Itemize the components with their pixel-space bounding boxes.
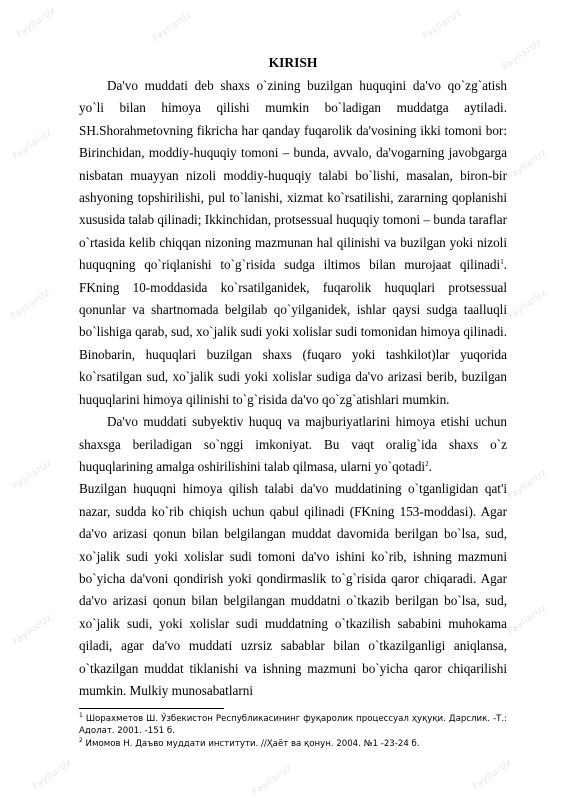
paragraph-text: Da'vo muddati subyektiv huquq va majburiyatlarini himoya etishi uchun shaxsga beriladigan so`nggi imkoniyat. Bu vaqt oralig`ida shaxs o`z huquqlarining amalga oshirilishini talab qilmasa, ularni yo`qotadi <box>79 414 507 474</box>
paragraph-text: . <box>428 458 432 474</box>
watermark: FayllarUz <box>151 9 195 45</box>
watermark: FayllarUz <box>421 7 465 43</box>
paragraph-text: Buzilgan huquqni himoya qilish talabi da'vo muddatining o`tganligidan qat'i nazar, sudda ko`rib chiqish uchun qabul qilinadi (FKning 153-moddasi). Agar da'vo arizasi qonun bilan belgilangan muddat davomida berilgan bo`lsa, sud, xo`jalik sudi yoki xolislar sudi tomoni da'vo ishini ko`rib, ishning mazmuni bo`yicha da'voni qondirish yoki qondirmaslik to`g`risida qaror chiqaradi. Agar da'vo arizasi qonun bilan belgilangan muddatni o`tkazib berilgan bo`lsa, sud, xo`jalik sudi, yoki xolislar sudi muddatning o`tkazilish sababini muhokama qiladi, agar da'vo muddati uzrsiz sabablar bilan o`tkazilganligi aniqlansa, o`tkazilgan muddat tiklanishi va ishning mazmuni bo`yicha qaror chiqarilishi mumkin. Mulkiy munosabatlarni <box>79 481 507 698</box>
footnote-ref[interactable]: 2 <box>425 459 429 468</box>
footnotes <box>79 708 507 752</box>
paragraph-text: Da'vo muddati deb shaxs o`zining buzilgan huquqini da'vo qo`zg`atish yo`li bilan himoya qilishi mumkin bo`ladigan muddatga aytiladi. SH.Shorahmetovning fikricha har qanday fuqarolik da'vosining ikki tomoni bor: Birinchidan, moddiy-huquqiy tomoni – bunda, avvalo, da'vogarning javobgarga nisbatan muayyan nizoli moddiy-huquqiy talabi bo`lishi, masalan, biron-bir ashyoning topshirilishi, pul to`lanishi, xizmat ko`rsatilishi, zararning qoplanishi xususida talab qilinadi; Ikkinchidan, protsessual huquqiy tomoni – bunda taraflar o`rtasida kelib chiqqan nizoning mazmunan hal qilinishi va buzilgan yoki nizoli huquqning qo`riqlanishi to`g`risida sudga iltimos bilan murojaat qilinadi <box>79 78 507 273</box>
page-title: KIRISH <box>268 55 318 70</box>
footnote-ref[interactable]: 1 <box>500 258 504 267</box>
watermark: FayllarUz <box>11 457 55 493</box>
watermark: FayllarUz <box>506 147 550 183</box>
paragraph <box>79 75 507 411</box>
watermark: FayllarUz <box>9 287 53 323</box>
watermark: FayllarUz <box>501 37 545 73</box>
watermark: FayllarUz <box>15 5 59 41</box>
footnote <box>79 713 507 737</box>
footnote-text: Шорахметов Ш. Ўзбекистон Республикасининг фуқаролик процессуал ҳуқуқи. Дарслик. -Т.: Адолат. 2001. -151 б. <box>79 714 507 737</box>
watermark: FayllarUz <box>11 612 55 648</box>
footnote-divider <box>79 708 224 709</box>
paragraph-text: . FKning 10-moddasida ko`rsatilganidek, fuqarolik huquqlari protsessual qonunlar va shartnomada belgilab qo`yilganidek, ishlar qaysi sudga taalluqli bo`lishiga qarab, sud, xo`jalik sudi yoki xolislar sudi tomonidan himoya qilinadi. Binobarin, huquqlari buzilgan shaxs (fuqaro yoki tashkilot)lar yuqorida ko`rsatilgan sud, xo`jalik sudi yoki xolislar sudiga da'vo arizasi berib, buzilgan huquqlarini himoya qilinishi to`g`risida da'vo qo`zg`atishlari mumkin. <box>79 257 507 407</box>
document-body <box>79 54 507 702</box>
footnote-text: Имомов Н. Даъво муддати институти. //Ҳаёт ва қонун. 2004. №1 -23-24 б. <box>82 739 420 750</box>
paragraph <box>79 411 507 478</box>
footnote-number: 2 <box>79 737 83 745</box>
footnote <box>79 738 507 750</box>
footnote-number: 1 <box>79 712 83 719</box>
watermark: FayllarUz <box>506 467 550 503</box>
watermark: FayllarUz <box>506 602 550 638</box>
watermark: FayllarUz <box>31 757 75 793</box>
watermark: FayllarUz <box>251 762 295 798</box>
paragraph <box>79 478 507 702</box>
watermark: FayllarUz <box>11 127 55 163</box>
watermark: FayllarUz <box>471 757 515 793</box>
watermark: FayllarUz <box>506 287 550 323</box>
